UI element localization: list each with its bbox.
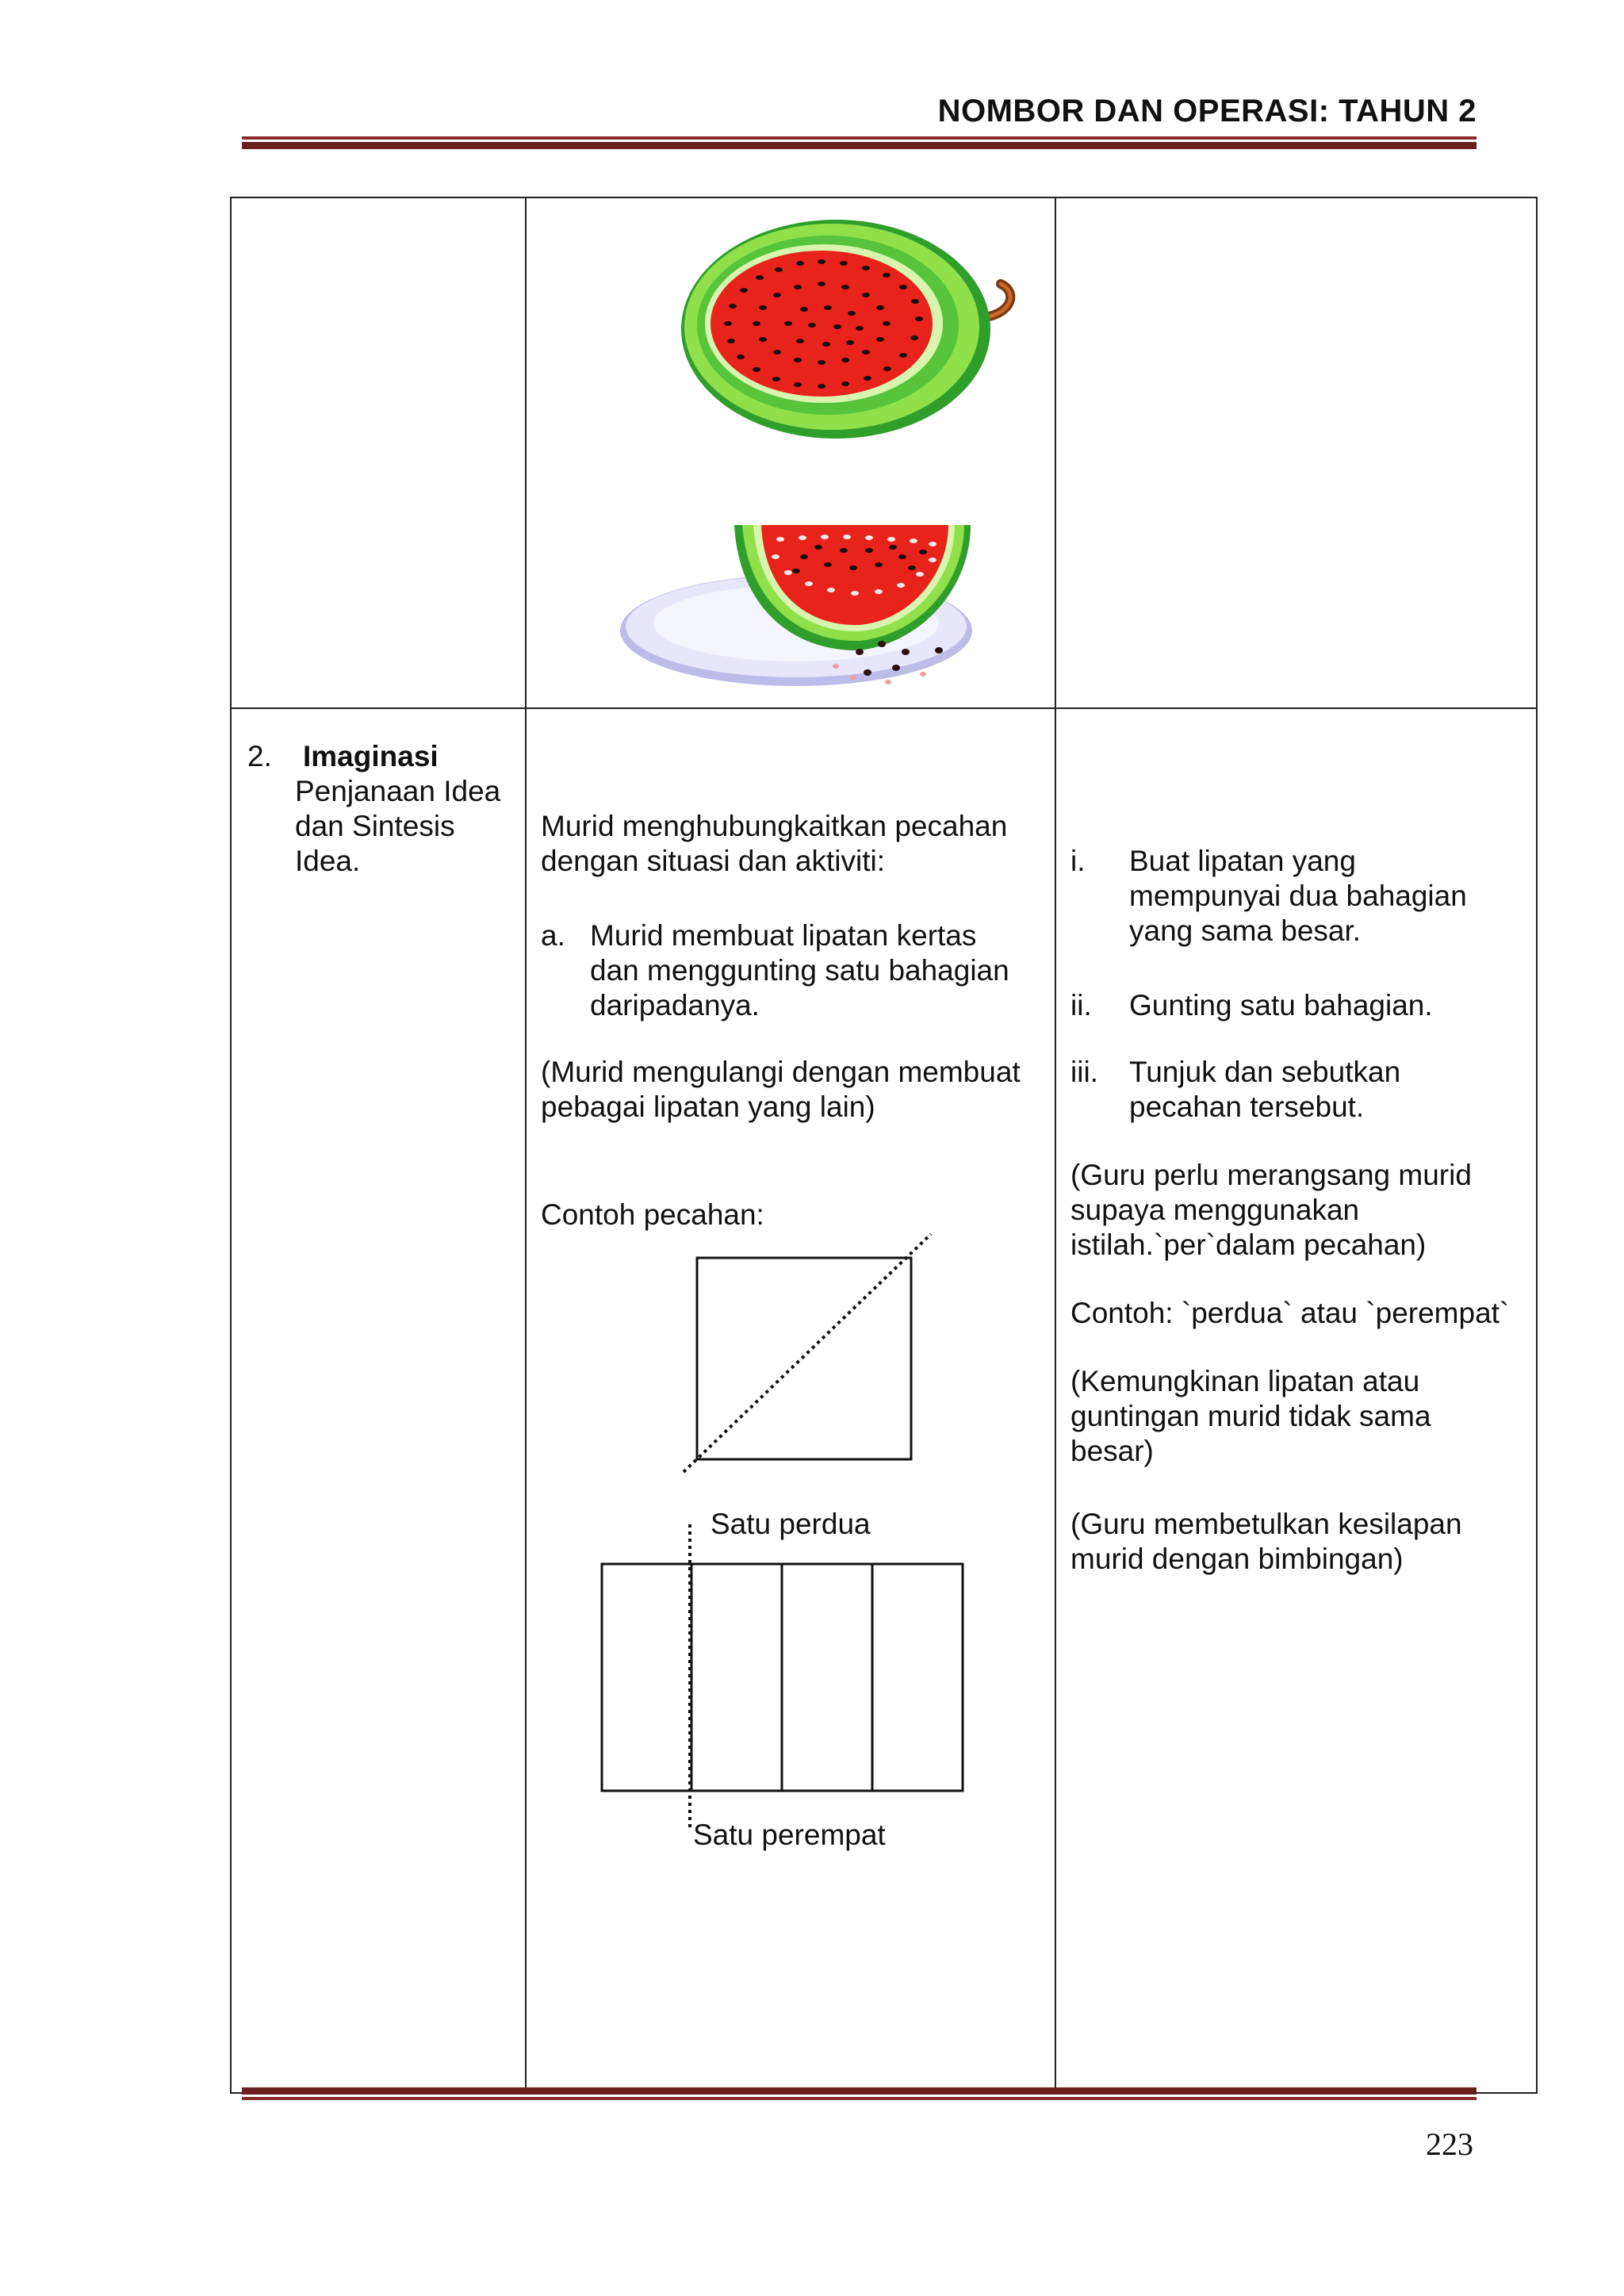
activity-item-a: Murid membuat lipatan kertas dan menggunting satu bahagian daripadanya. (590, 919, 1009, 1022)
note-ii: Gunting satu bahagian. (1129, 989, 1433, 1022)
fraction-figures (527, 709, 1056, 2092)
fig2-caption: Satu perempat (693, 1819, 886, 1851)
note-ii-marker: ii. (1071, 989, 1092, 1022)
stage-cell (231, 708, 526, 2093)
lesson-table (230, 197, 1538, 2094)
note-para-1: (Guru perlu merangsang murid supaya menggunakan istilah.`per`dalam pecahan) (1071, 1159, 1472, 1261)
note-i: Buat lipatan yang mempunyai dua bahagian yang sama besar. (1129, 845, 1467, 947)
page-header-title: NOMBOR DAN OPERASI: TAHUN 2 (937, 94, 1477, 128)
notes-cell (1055, 708, 1537, 2093)
watermelon-cell (526, 197, 1055, 708)
stage-number: 2. (247, 740, 272, 772)
header-rule (242, 136, 1477, 149)
stage-subheading: Penjanaan Idea dan Sintesis Idea. (295, 775, 501, 877)
table-row (231, 197, 1537, 708)
note-iii: Tunjuk dan sebutkan pecahan tersebut. (1129, 1056, 1401, 1123)
note-para-3: (Kemungkinan lipatan atau guntingan murid tidak sama besar) (1071, 1365, 1431, 1467)
example-label: Contoh pecahan: (541, 1198, 764, 1231)
item-a-marker: a. (541, 919, 565, 952)
empty-cell (231, 197, 526, 708)
empty-cell (1055, 197, 1537, 708)
activity-intro: Murid menghubungkaitkan pecahan dengan situasi dan aktiviti: (541, 810, 1008, 877)
watermelon-illustration (527, 198, 1056, 707)
watermelon-slice-plate-icon (620, 525, 972, 686)
whole-watermelon-icon (681, 220, 1010, 439)
table-row (231, 708, 1537, 2093)
quarter-rectangle-figure (602, 1524, 963, 1829)
activity-cell (526, 708, 1055, 2093)
footer-rule (242, 2087, 1477, 2100)
half-square-figure (684, 1234, 931, 1472)
note-para-2: Contoh: `perdua` atau `perempat` (1071, 1297, 1510, 1329)
page-number: 223 (1426, 2126, 1473, 2162)
note-para-4: (Guru membetulkan kesilapan murid dengan bimbingan) (1071, 1508, 1462, 1575)
note-i-marker: i. (1071, 845, 1086, 877)
note-iii-marker: iii. (1071, 1056, 1098, 1088)
stage-heading: Imaginasi (303, 740, 439, 772)
activity-note: (Murid mengulangi dengan membuat pebagai lipatan yang lain) (541, 1056, 1021, 1123)
fig1-caption: Satu perdua (710, 1508, 871, 1540)
